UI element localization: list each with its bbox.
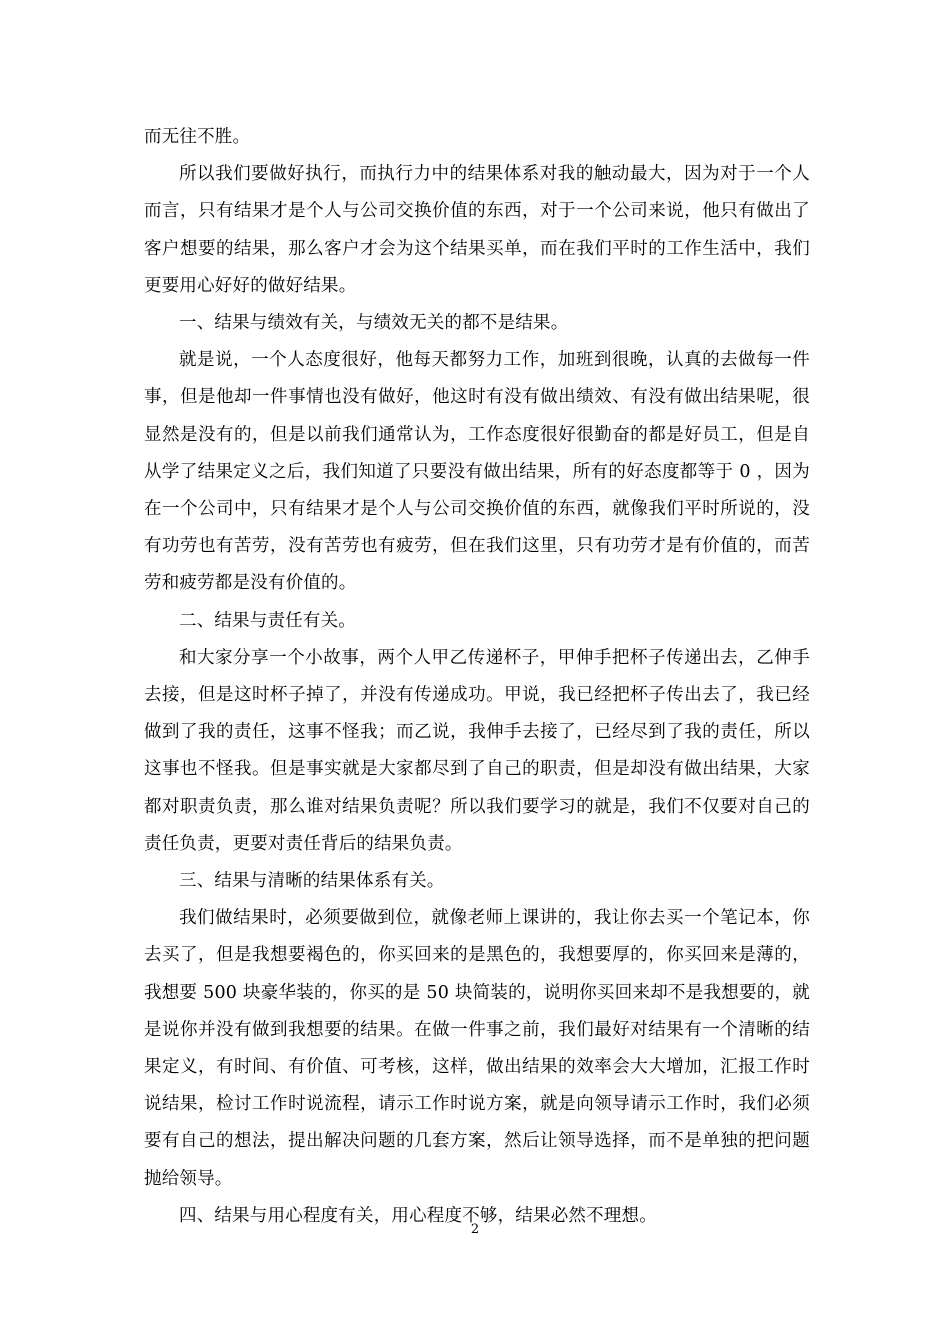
paragraph-performance: 就是说，一个人态度很好，他每天都努力工作，加班到很晚，认真的去做每一件事，但是他却一件事情也没有做好，他这时有没有做出绩效、有没有做出结果呢，很显然是没有的，但是以前我们通常认为，工作态度很好很勤奋的都是好员工，但是自从学了结果定义之后，我们知道了只要没有做出结果，所有的好态度都等于 0 ，因为在一个公司中，只有结果才是个人与公司交换价值的东西，就像我们平时所说的，没有功劳也有苦劳，没有苦劳也有疲劳，但在我们这里，只有功劳才是有价值的，而苦劳和疲劳都是没有价值的。 (144, 350, 810, 594)
paragraph-continuation: 而无往不胜。 (144, 127, 251, 147)
paragraph-execution: 所以我们要做好执行，而执行力中的结果体系对我的触动最大，因为对于一个人而言，只有结果才是个人与公司交换价值的东西，对于一个公司来说，他只有做出了客户想要的结果，那么客户才会为这个结果买单，而在我们平时的工作生活中，我们更要用心好好的做好结果。 (144, 164, 810, 296)
paragraph-responsibility: 和大家分享一个小故事，两个人甲乙传递杯子，甲伸手把杯子传递出去，乙伸手去接，但是这时杯子掉了，并没有传递成功。甲说，我已经把杯子传出去了，我已经做到了我的责任，这事不怪我；而乙说，我伸手去接了，已经尽到了我的责任，所以这事也不怪我。但是事实就是大家都尽到了自己的职责，但是却没有做出结果，大家都对职责负责，那么谁对结果负责呢？所以我们要学习的就是，我们不仅要对自己的责任负责，更要对责任背后的结果负责。 (144, 647, 810, 854)
section-heading-responsibility: 二、结果与责任有关。 (179, 610, 356, 631)
section-heading-result-system: 三、结果与清晰的结果体系有关。 (179, 871, 445, 892)
page-number: 2 (470, 1222, 480, 1237)
document-body (144, 119, 810, 1235)
section-heading-performance: 一、结果与绩效有关，与绩效无关的都不是结果。 (179, 313, 569, 334)
section-heading-dedication: 四、结果与用心程度有关，用心程度不够，结果必然不理想。 (179, 1205, 657, 1226)
paragraph-result-system: 我们做结果时，必须要做到位，就像老师上课讲的，我让你去买一个笔记本，你去买了，但是我想要褐色的，你买回来的是黑色的，我想要厚的，你买回来是薄的，我想要 500 块豪华装的，你买的是 50 块简装的，说明你买回来却不是我想要的，就是说你并没有做到我想要的结果。在做一件事之前，我们最好对结果有一个清晰的结果定义，有时间、有价值、可考核，这样，做出结果的效率会大大增加，汇报工作时说结果，检讨工作时说流程，请示工作时说方案，就是向领导请示工作时，我们必须要有自己的想法，提出解决问题的几套方案，然后让领导选择，而不是单独的把问题抛给领导。 (144, 908, 810, 1189)
